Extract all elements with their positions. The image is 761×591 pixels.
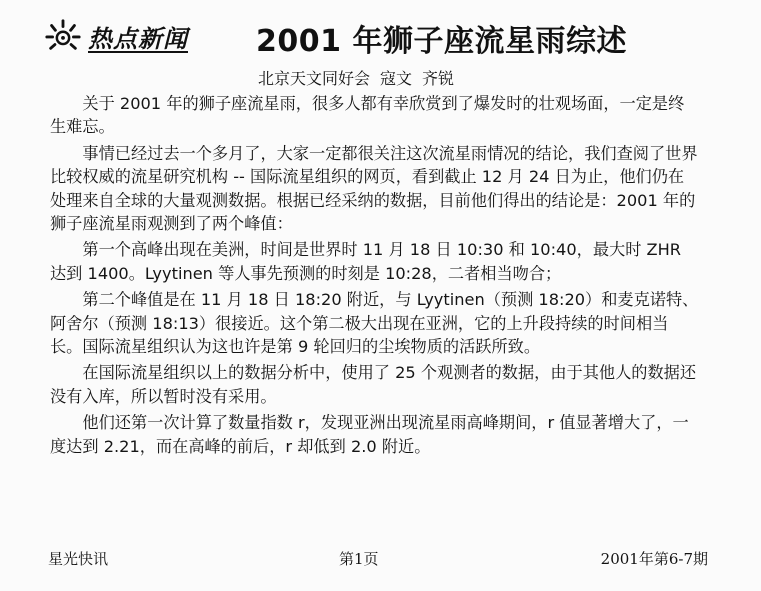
article-body	[50, 92, 700, 461]
paragraph: 第一个高峰出现在美洲，时间是世界时 11 月 18 日 10:30 和 10:40，最大时 ZHR 达到 1400。Lyytinen 等人事先预测的时刻是 10:28，二者相当吻合；	[50, 240, 682, 283]
sun-icon	[44, 17, 82, 55]
byline-author: 寇文	[380, 69, 413, 88]
paragraph: 他们还第一次计算了数量指数 r，发现亚洲出现流星雨高峰期间，r 值显著增大了，一度达到 2.21，而在高峰的前后，r 却低到 2.0 附近。	[50, 413, 689, 456]
paragraph: 第二个峰值是在 11 月 18 日 18:20 附近，与 Lyytinen（预测 18:20）和麦克诺特、阿舍尔（预测 18:13）很接近。这个第二极大出现在亚洲，它的上升段持续的时间相当长。国际流星组织认为这也许是第 9 轮回归的尘埃物质的活跃所致。	[50, 290, 699, 357]
byline-org: 北京天文同好会	[258, 69, 371, 88]
page-number: 第1页	[339, 550, 379, 568]
byline	[258, 66, 464, 89]
article-headline: 2001 年狮子座流星雨综述	[256, 24, 627, 59]
page-footer	[48, 548, 708, 568]
byline-author: 齐锐	[422, 69, 455, 88]
publication-name: 星光快讯	[48, 550, 109, 568]
section-label: 热点新闻	[88, 24, 188, 53]
issue-number: 2001年第6-7期	[600, 550, 708, 568]
paragraph: 关于 2001 年的狮子座流星雨，很多人都有幸欣赏到了爆发时的壮观场面，一定是终生难忘。	[50, 94, 685, 137]
paragraph: 事情已经过去一个多月了，大家一定都很关注这次流星雨情况的结论，我们查阅了世界比较权威的流星研究机构 -- 国际流星组织的网页，看到截止 12 月 24 日为止，他们仍在处理来自全球的大量观测数据。根据已经采纳的数据，目前他们得出的结论是：2001 年的狮子座流星雨观测到了两个峰值：	[50, 143, 698, 234]
paragraph: 在国际流星组织以上的数据分析中，使用了 25 个观测者的数据，由于其他人的数据还没有入库，所以暂时没有采用。	[50, 363, 697, 406]
section-header	[44, 14, 188, 58]
